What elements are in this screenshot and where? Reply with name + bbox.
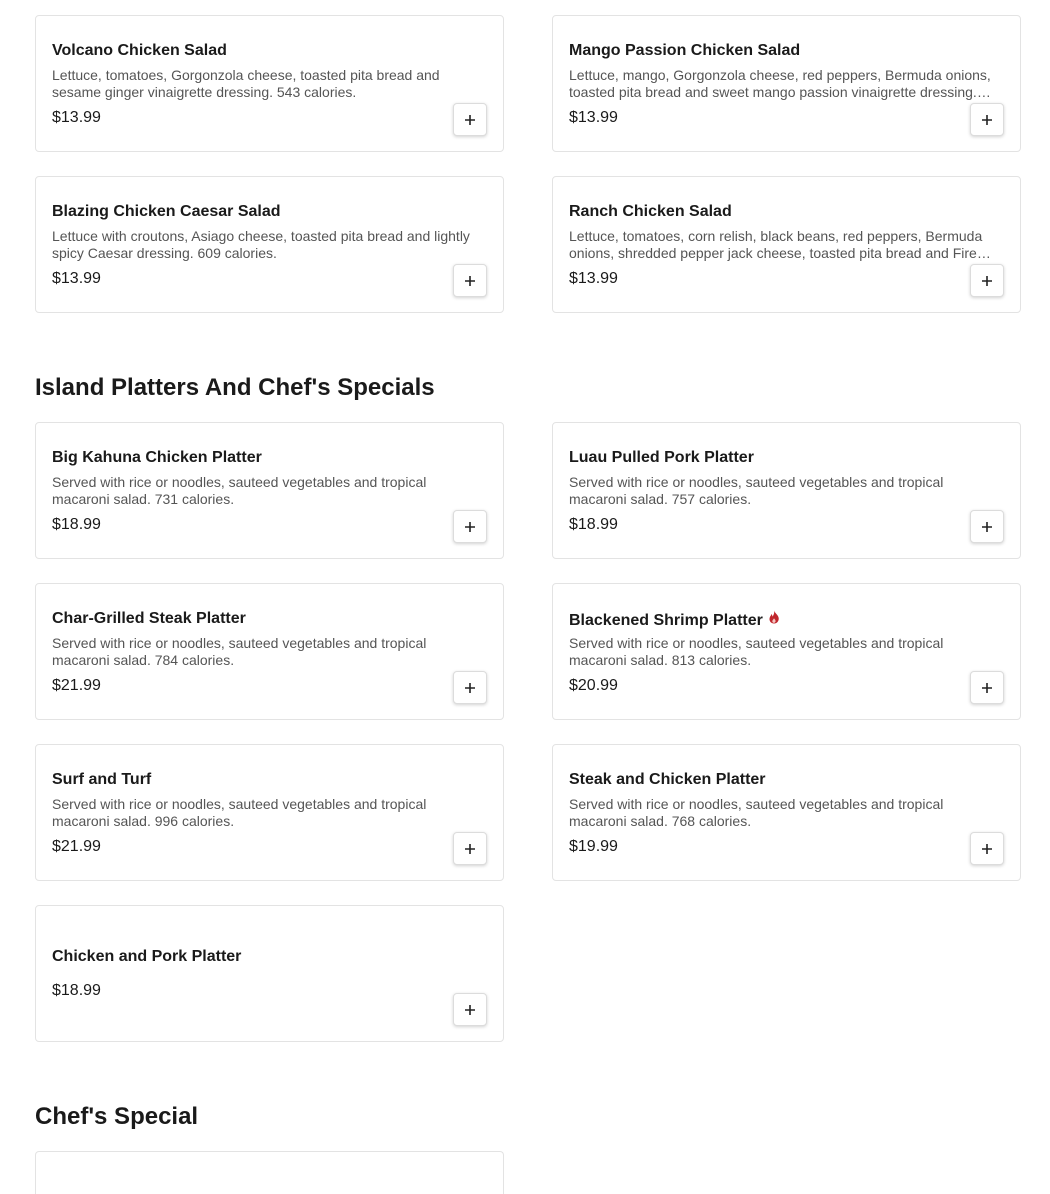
add-to-cart-button[interactable] [453, 264, 487, 297]
menu-item-description: Lettuce, tomatoes, Gorgonzola cheese, toasted pita bread and sesame ginger vinaigrette dressing. 543 calories. [52, 67, 440, 100]
menu-item-description: Served with rice or noodles, sauteed vegetables and tropical macaroni salad. 731 calories. [52, 474, 427, 507]
plus-icon [981, 843, 993, 855]
add-to-cart-button[interactable] [970, 510, 1004, 543]
plus-icon [464, 843, 476, 855]
add-to-cart-button[interactable] [970, 671, 1004, 704]
menu-item-card[interactable] [552, 15, 1021, 152]
menu-item-description: Served with rice or noodles, sauteed vegetables and tropical macaroni salad. 784 calories. [52, 635, 427, 668]
add-to-cart-button[interactable] [970, 832, 1004, 865]
menu-item-description: Lettuce, mango, Gorgonzola cheese, red peppers, Bermuda onions, toasted pita bread and sweet mango passion vinaigrette dressing. [569, 67, 991, 100]
menu-item-name: Surf and Turf [52, 771, 152, 788]
menu-item-name: Ranch Chicken Salad [569, 203, 732, 220]
menu-item-name: Blackened Shrimp Platter [569, 612, 763, 629]
menu-item-card[interactable] [35, 744, 504, 881]
menu-item-card[interactable] [35, 905, 504, 1042]
menu-item-name: Blazing Chicken Caesar Salad [52, 203, 281, 220]
menu-item-price: $18.99 [52, 516, 101, 533]
menu-item-price: $20.99 [569, 677, 618, 694]
menu-item-card[interactable] [552, 176, 1021, 313]
add-to-cart-button[interactable] [970, 264, 1004, 297]
plus-icon [464, 682, 476, 694]
menu-item-name: Mango Passion Chicken Salad [569, 42, 801, 59]
menu-item-card[interactable] [35, 422, 504, 559]
add-to-cart-button[interactable] [453, 832, 487, 865]
menu-item-name: Volcano Chicken Salad [52, 42, 227, 59]
plus-icon [981, 521, 993, 533]
menu-item-price: $21.99 [52, 838, 101, 855]
menu-item-price: $13.99 [52, 270, 101, 287]
menu-item-name: Char-Grilled Steak Platter [52, 610, 246, 627]
menu-item-name: Luau Pulled Pork Platter [569, 449, 754, 466]
plus-icon [464, 114, 476, 126]
menu-item-name: Steak and Chicken Platter [569, 771, 766, 788]
section-title: Chef's Special [35, 1103, 199, 1130]
add-to-cart-button[interactable] [970, 103, 1004, 136]
menu-item-price: $13.99 [52, 109, 101, 126]
plus-icon [981, 682, 993, 694]
menu-item-description: Lettuce with croutons, Asiago cheese, toasted pita bread and lightly spicy Caesar dressing. 609 calories. [52, 228, 470, 261]
menu-item-price: $19.99 [569, 838, 618, 855]
menu-item-description: Lettuce, tomatoes, corn relish, black beans, red peppers, Bermuda onions, shredded pepper jack cheese, toasted pita bread and Fire [569, 228, 983, 261]
spicy-flame-icon [768, 610, 780, 629]
menu-item-description: Served with rice or noodles, sauteed vegetables and tropical macaroni salad. 813 calories. [569, 635, 944, 668]
menu-item-name: Big Kahuna Chicken Platter [52, 449, 262, 466]
menu-item-card[interactable] [35, 1151, 504, 1194]
menu-item-card[interactable] [552, 583, 1021, 720]
menu-item-description: Served with rice or noodles, sauteed vegetables and tropical macaroni salad. 768 calories. [569, 796, 944, 829]
plus-icon [464, 1004, 476, 1016]
menu-item-price: $18.99 [52, 982, 101, 999]
menu-item-name-row [569, 610, 780, 630]
menu-item-description: Served with rice or noodles, sauteed vegetables and tropical macaroni salad. 757 calories. [569, 474, 944, 507]
menu-item-price: $18.99 [569, 516, 618, 533]
plus-icon [981, 114, 993, 126]
menu-item-name: Chicken and Pork Platter [52, 948, 242, 965]
add-to-cart-button[interactable] [453, 510, 487, 543]
menu-item-card[interactable] [35, 583, 504, 720]
menu-item-price: $13.99 [569, 109, 618, 126]
menu-item-card[interactable] [35, 15, 504, 152]
menu-item-price: $21.99 [52, 677, 101, 694]
menu-item-card[interactable] [552, 744, 1021, 881]
plus-icon [464, 521, 476, 533]
menu-item-description: Served with rice or noodles, sauteed vegetables and tropical macaroni salad. 996 calories. [52, 796, 427, 829]
plus-icon [464, 275, 476, 287]
add-to-cart-button[interactable] [453, 103, 487, 136]
plus-icon [981, 275, 993, 287]
menu-item-price: $13.99 [569, 270, 618, 287]
menu-item-card[interactable] [35, 176, 504, 313]
menu-item-card[interactable] [552, 422, 1021, 559]
add-to-cart-button[interactable] [453, 671, 487, 704]
add-to-cart-button[interactable] [453, 993, 487, 1026]
section-title: Island Platters And Chef's Specials [35, 374, 435, 401]
